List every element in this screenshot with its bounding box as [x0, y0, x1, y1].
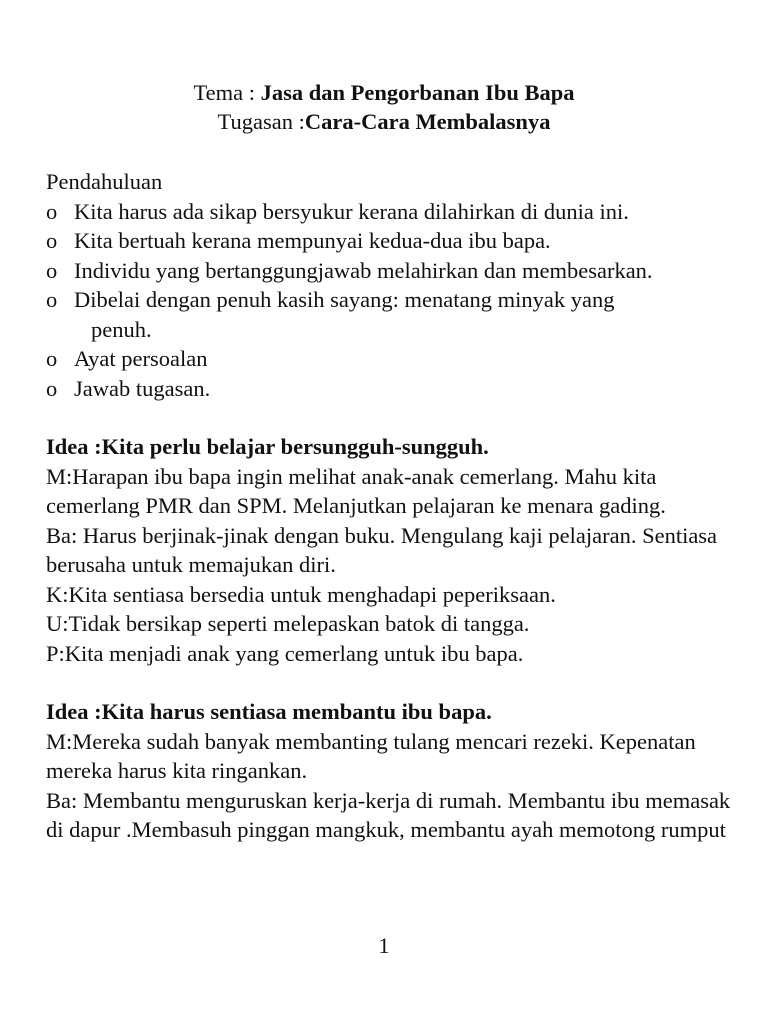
- bullet-icon: o: [46, 287, 58, 312]
- bullet-icon: o: [46, 198, 58, 224]
- list-item-text: Ayat persoalan: [74, 346, 208, 371]
- list-item: [46, 344, 746, 374]
- section-heading: Idea :Kita harus sentiasa membantu ibu bapa.: [46, 699, 492, 724]
- paragraph: M:Mereka sudah banyak membanting tulang mencari rezeki. Kepenatan mereka harus kita ringankan.: [46, 728, 696, 783]
- list-item: [46, 285, 746, 344]
- idea-section-study: [46, 432, 746, 668]
- task-line: [0, 107, 768, 136]
- intro-list: [46, 197, 746, 404]
- document-body: [46, 167, 746, 845]
- bullet-icon: o: [46, 346, 58, 371]
- bullet-icon: o: [46, 228, 58, 253]
- list-item-text: Jawab tugasan.: [74, 375, 211, 401]
- list-item: [46, 256, 746, 286]
- list-item: [46, 374, 746, 404]
- theme-value: Jasa dan Pengorbanan Ibu Bapa: [260, 80, 575, 105]
- paragraph: K:Kita sentiasa bersedia untuk menghadapi peperiksaan.: [46, 581, 556, 607]
- task-label: Tugasan :: [217, 109, 305, 134]
- intro-heading: Pendahuluan: [46, 169, 163, 194]
- theme-line: [0, 78, 768, 107]
- page-number: 1: [378, 933, 390, 958]
- title-block: [0, 78, 768, 136]
- task-value: Cara-Cara Membalasnya: [304, 109, 551, 134]
- paragraph: U:Tidak bersikap seperti melepaskan batok di tangga.: [46, 611, 530, 636]
- list-item-text: Dibelai dengan penuh kasih sayang: menatang minyak yang: [74, 287, 615, 312]
- bullet-icon: o: [46, 257, 58, 283]
- paragraph: Ba: Harus berjinak-jinak dengan buku. Mengulang kaji pelajaran. Sentiasa berusaha untuk memajukan diri.: [46, 522, 718, 577]
- paragraph: P:Kita menjadi anak yang cemerlang untuk ibu bapa.: [46, 640, 524, 666]
- list-item-text: Kita harus ada sikap bersyukur kerana dilahirkan di dunia ini.: [74, 198, 629, 224]
- paragraph: Ba: Membantu menguruskan kerja-kerja di rumah. Membantu ibu memasak di dapur .Membasuh pinggan mangkuk, membantu ayah memotong rumput: [46, 787, 731, 842]
- list-item: [46, 226, 746, 256]
- list-item-text: Kita bertuah kerana mempunyai kedua-dua ibu bapa.: [74, 228, 551, 253]
- idea-section-help: [46, 697, 746, 845]
- bullet-icon: o: [46, 375, 58, 401]
- section-heading: Idea :Kita perlu belajar bersungguh-sungguh.: [46, 434, 489, 459]
- theme-label: Tema :: [193, 80, 261, 105]
- list-item: [46, 197, 746, 227]
- paragraph: M:Harapan ibu bapa ingin melihat anak-anak cemerlang. Mahu kita cemerlang PMR dan SPM. Melanjutkan pelajaran ke menara gading.: [46, 463, 666, 518]
- list-item-continuation: penuh.: [91, 316, 152, 342]
- list-item-text: Individu yang bertanggungjawab melahirkan dan membesarkan.: [74, 257, 653, 283]
